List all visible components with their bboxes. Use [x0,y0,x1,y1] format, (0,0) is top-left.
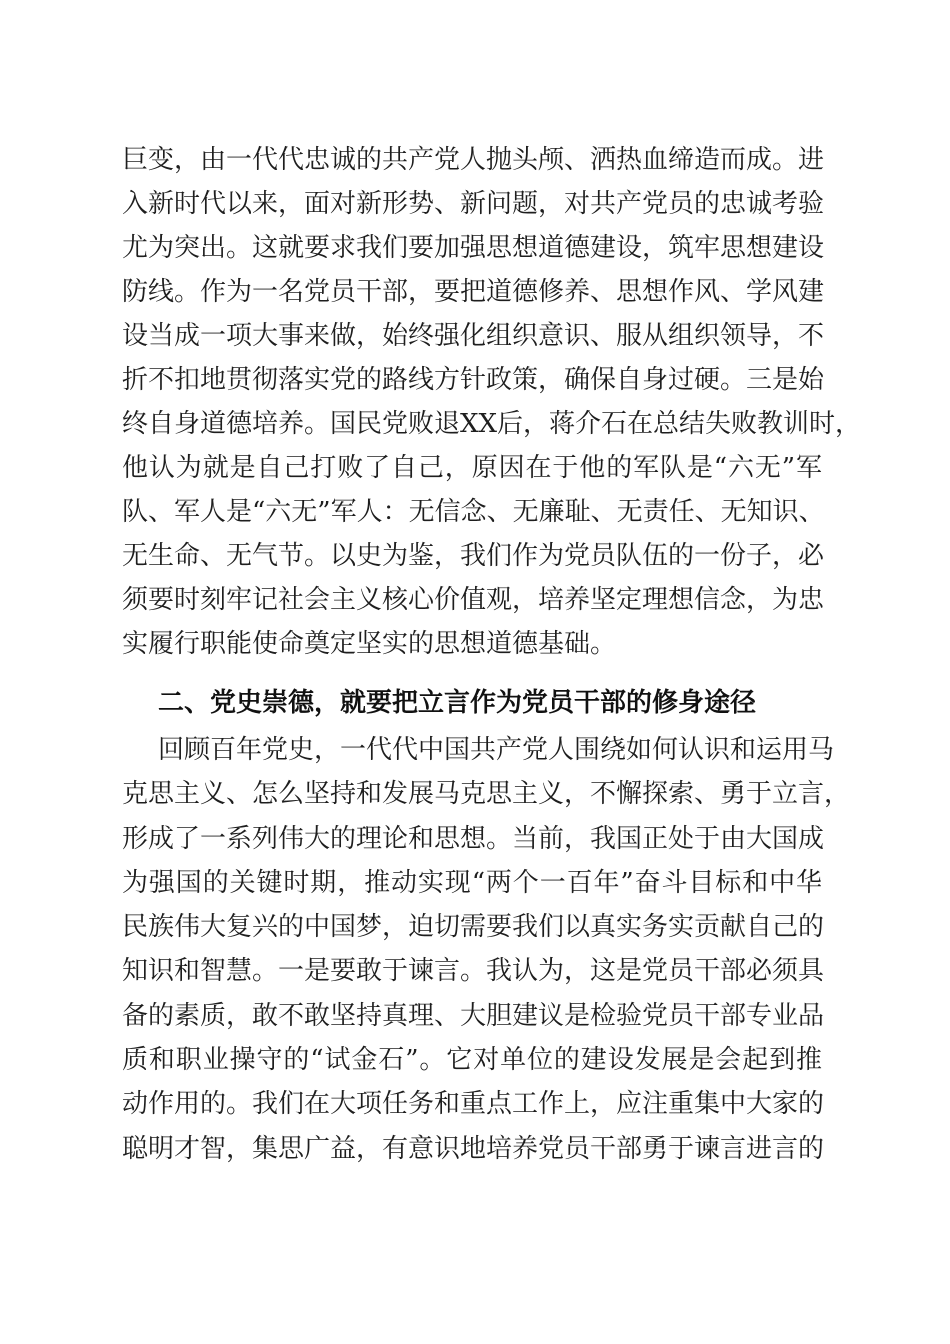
text-line: 设当成一项大事来做，始终强化组织意识、服从组织领导，不 [122,321,825,351]
text-line: 知识和智慧。一是要敢于谏言。我认为，这是党员干部必须具 [122,956,825,987]
paragraph-1 [122,138,862,666]
text-line: 无生命、无气节。以史为鉴，我们作为党员队伍的一份子，必 [122,541,825,571]
text-line: 尤为突出。这就要求我们要加强思想道德建设，筑牢思想建设 [122,233,825,263]
text-line: 形成了一系列伟大的理论和思想。当前，我国正处于由大国成 [122,823,825,854]
paragraph-2 [122,728,851,1171]
text-line: 他认为就是自己打败了自己，原因在于他的军队是“六无”军 [122,453,822,483]
text-line: 聪明才智，集思广益，有意识地培养党员干部勇于谏言进言的 [122,1133,825,1164]
text-line: 为强国的关键时期，推动实现“两个一百年”奋斗目标和中华 [122,867,822,898]
text-line: 折不扣地贯彻落实党的路线方针政策，确保自身过硬。三是始 [122,365,825,395]
text-line: 质和职业操守的“试金石”。它对单位的建设发展是会起到推 [122,1045,822,1076]
text-line: 终自身道德培养。国民党败退XX后，蒋介石在总结失败教训时， [122,409,862,439]
text-line: 巨变，由一代代忠诚的共产党人抛头颅、洒热血缔造而成。进 [122,145,825,175]
text-line: 入新时代以来，面对新形势、新问题，对共产党员的忠诚考验 [122,189,825,219]
text-line: 民族伟大复兴的中国梦，迫切需要我们以真实务实贡献自己的 [122,912,825,943]
text-line: 防线。作为一名党员干部，要把道德修养、思想作风、学风建 [122,277,825,307]
text-line: 动作用的。我们在大项任务和重点工作上，应注重集中大家的 [122,1089,825,1120]
text-line: 备的素质，敢不敢坚持真理、大胆建议是检验党员干部专业品 [122,1000,825,1031]
text-line: 实履行职能使命奠定坚实的思想道德基础。 [122,629,617,659]
text-line: 克思主义、怎么坚持和发展马克思主义，不懈探索、勇于立言， [122,779,851,810]
text-line: 回顾百年党史，一代代中国共产党人围绕如何认识和运用马 [158,735,835,765]
text-line: 须要时刻牢记社会主义核心价值观，培养坚定理想信念，为忠 [122,585,825,615]
text-line: 队、军人是“六无”军人：无信念、无廉耻、无责任、无知识、 [122,497,825,527]
section-heading: 二、党史崇德，就要把立言作为党员干部的修身途径 [158,688,757,718]
